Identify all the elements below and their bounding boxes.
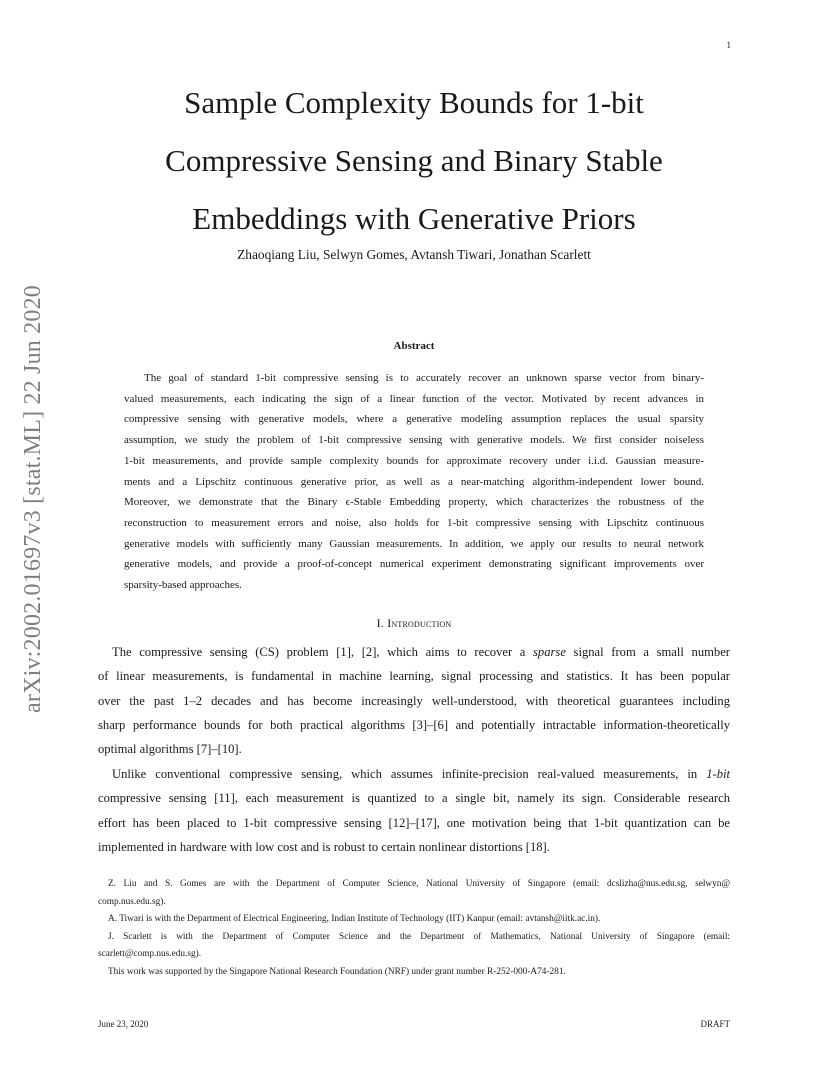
footnote-line: Z. Liu and S. Gomes are with the Department of Computer Science, National University of Singapore (email: dcslizha@nus.edu.sg, selwyn@ [108, 879, 730, 889]
abstract-line: sparsity-based approaches. [124, 579, 242, 592]
footnote-line: scarlett@comp.nus.edu.sg). [98, 949, 202, 960]
abstract-line: generative models with sufficiently many Gaussian measurements. In addition, we apply our results to neural network [124, 537, 704, 550]
text-run: signal from a small number [565, 645, 730, 659]
footer-date: June 23, 2020 [98, 1019, 149, 1029]
abstract-line: valued measurements, each indicating the sign of a linear function of the vector. Motivated by recent advances in [124, 392, 704, 405]
abstract-line: ments and a Lipschitz continuous generative prior, as well as a near-matching algorithm-independent lower bound. [124, 475, 704, 488]
abstract-heading: Abstract [393, 340, 435, 352]
paragraph-line: of linear measurements, is fundamental in machine learning, signal processing and statistics. It has been popular [98, 669, 730, 684]
paragraph-line: effort has been placed to 1-bit compressive sensing [12]–[17], one motivation being that 1-bit quantization can be [98, 815, 730, 830]
paragraph-line [98, 762, 730, 786]
section-heading-introduction [98, 616, 730, 631]
title-line: Compressive Sensing and Binary Stable [165, 143, 663, 178]
paragraph-line [98, 640, 730, 664]
footnote-line: This work was supported by the Singapore National Research Foundation (NRF) under grant number R-252-000-A74-281. [108, 966, 566, 977]
title-line: Sample Complexity Bounds for 1-bit [184, 85, 644, 120]
paragraph-line: implemented in hardware with low cost and is robust to certain nonlinear distortions [18]. [98, 839, 550, 854]
intro-paragraph-2 [98, 762, 730, 859]
abstract-line: Moreover, we demonstrate that the Binary ϵ-Stable Embedding property, which characterizes the robustness of the [124, 496, 704, 509]
paragraph-line: sharp performance bounds for both practical algorithms [3]–[6] and potentially intractable information-theoretically [98, 717, 730, 732]
emphasis-sparse: sparse [533, 645, 566, 659]
footnote-line: J. Scarlett is with the Department of Computer Science and the Department of Mathematics, National University of Singapore (email: [108, 931, 730, 942]
paragraph-line: optimal algorithms [7]–[10]. [98, 742, 242, 757]
abstract-line: The goal of standard 1-bit compressive sensing is to accurately recover an unknown sparse vector from binary- [144, 372, 704, 384]
abstract-line: compressive sensing with generative models, where a generative modeling assumption replaces the usual sparsity [124, 413, 704, 426]
section-title: Introduction [387, 616, 452, 630]
section-number: I. [376, 616, 385, 630]
paper-title [98, 74, 730, 248]
paragraph-line: over the past 1–2 decades and has become increasingly well-understood, with theoretical guarantees including [98, 693, 730, 708]
footnote-line: A. Tiwari is with the Department of Electrical Engineering, Indian Institute of Technology (IIT) Kanpur (email: avtansh@iitk.ac.in). [108, 914, 601, 925]
abstract-line: generative models, and provide a proof-of-concept numerical experiment demonstrating significant improvements over [124, 558, 704, 571]
footer-draft-label: DRAFT [700, 1019, 730, 1029]
abstract-line: reconstruction to measurement errors and noise, also holds for 1-bit compressive sensing with Lipschitz continuous [124, 516, 704, 529]
text-run: Unlike conventional compressive sensing, which assumes infinite-precision real-valued measurements, in [112, 767, 707, 781]
author-list: Zhaoqiang Liu, Selwyn Gomes, Avtansh Tiwari, Jonathan Scarlett [237, 247, 591, 262]
emphasis-1-bit: 1-bit [706, 767, 730, 781]
paragraph-line: compressive sensing [11], each measurement is quantized to a single bit, namely its sign. Considerable research [98, 791, 730, 806]
title-line: Embeddings with Generative Priors [192, 201, 636, 236]
abstract-line: 1-bit measurements, and provide sample complexity bounds for approximate recovery under i.i.d. Gaussian measure- [124, 454, 704, 467]
footnotes [98, 876, 730, 982]
abstract-line: assumption, we study the problem of 1-bit compressive sensing with generative models. We first consider noiseless [124, 434, 704, 447]
footnote-line: comp.nus.edu.sg). [98, 896, 166, 907]
page-number: 1 [726, 40, 731, 50]
abstract-body [124, 368, 704, 596]
arxiv-identifier-stamp: arXiv:2002.01697v3 [stat.ML] 22 Jun 2020 [20, 285, 46, 713]
intro-paragraph-1 [98, 640, 730, 761]
text-run: The compressive sensing (CS) problem [1], [2], which aims to recover a [112, 645, 534, 659]
